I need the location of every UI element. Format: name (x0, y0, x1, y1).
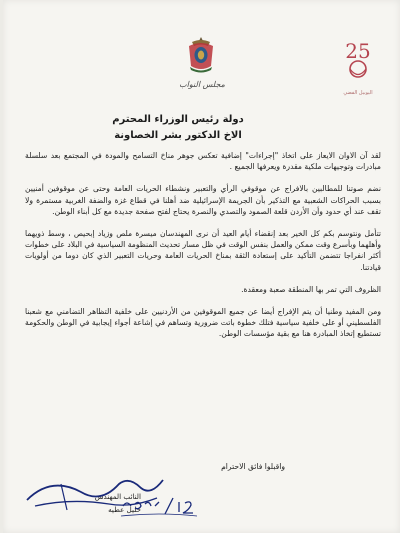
paragraph-5: ومن المفيد وطنيا أن يتم الإفراج أيضا عن جميع الموقوفين من الأردنيين على خلفية التظاهر التضامني مع شعبنا الفلسطيني أو على خلفية سياسية فتلك خطوة باتت ضرورية وتساهم في إشاعة أجواء إيجابية في الوطن والحكومة تستطيع إتخاذ المبادرة هنا مع بقية مؤسسات الوطن. (25, 307, 381, 339)
paragraph-1: لقد آن الاوان الايعاز على اتخاذ "إجراءات" إضافية تعكس جوهر مناخ التسامح والمودة في المجتمع بعد سلسلة مبادرات وتوجيهات ملكية مقدرة ويعرفها الجميع . (25, 151, 381, 172)
jordan-crest-logo (186, 36, 216, 74)
recipient-block (58, 112, 298, 144)
recipient-name: الاخ الدكتور بشر الخصاونة (114, 130, 242, 141)
jubilee-numeral: 25 (345, 39, 371, 63)
silver-jubilee-logo (339, 36, 377, 86)
letter-page (3, 0, 400, 533)
letter-body (25, 150, 381, 351)
closing-line: واقبلوا فائق الاحترام (221, 462, 285, 471)
signatory-title: النائب المهندس (94, 492, 141, 501)
recipient-title: دولة رئيس الوزراء المحترم (112, 114, 244, 125)
paragraph-4: الظروف التي تمر بها المنطقة صعبة ومعقدة. (241, 284, 381, 294)
handwritten-date (119, 494, 199, 518)
crest-caption: مجلس النواب (179, 80, 225, 89)
jubilee-caption: اليوبيل الفضي (343, 90, 373, 96)
paragraph-2: نضم صوتنا للمطالبين بالافراج عن موقوفي الرأي والتعبير ونشطاء الحريات العامة وحتى عن موقوفين أمنيين بسبب الحراكات الشعبية مع التذكير بأن الجريمة الإسرائيلية ضد أهلنا في قطاع غزة والضفة الغربية مستمرة ولا تقف عند أي حدود وأن الأردن قلعة الصمود والتصدي والنصرة يحتاج لفتح صفحة جديدة مع كل أبناء الوطن. (25, 184, 381, 216)
signatory-name: خليل عطيه (108, 505, 141, 514)
letterhead (3, 0, 400, 100)
paragraph-3: تتأمل ونتوسم بكم كل الخير بعد إنقضاء أيام العيد أن نرى المهندسان ميسرة ملص وزياد إبحيص ، وسط ذويهما وأهلهما وبأسرع وقت ممكن والعمل بنفس الوقت في ظل مسار تحديث المنظومة السياسية في البلاد على خطوات أكثر انفراجا تتضمن التأكيد على إستعادة الثقة بمناخ الحريات العامة وحريات التعبير الذي كان دوما من أولويات قيادتنا. (25, 229, 381, 272)
